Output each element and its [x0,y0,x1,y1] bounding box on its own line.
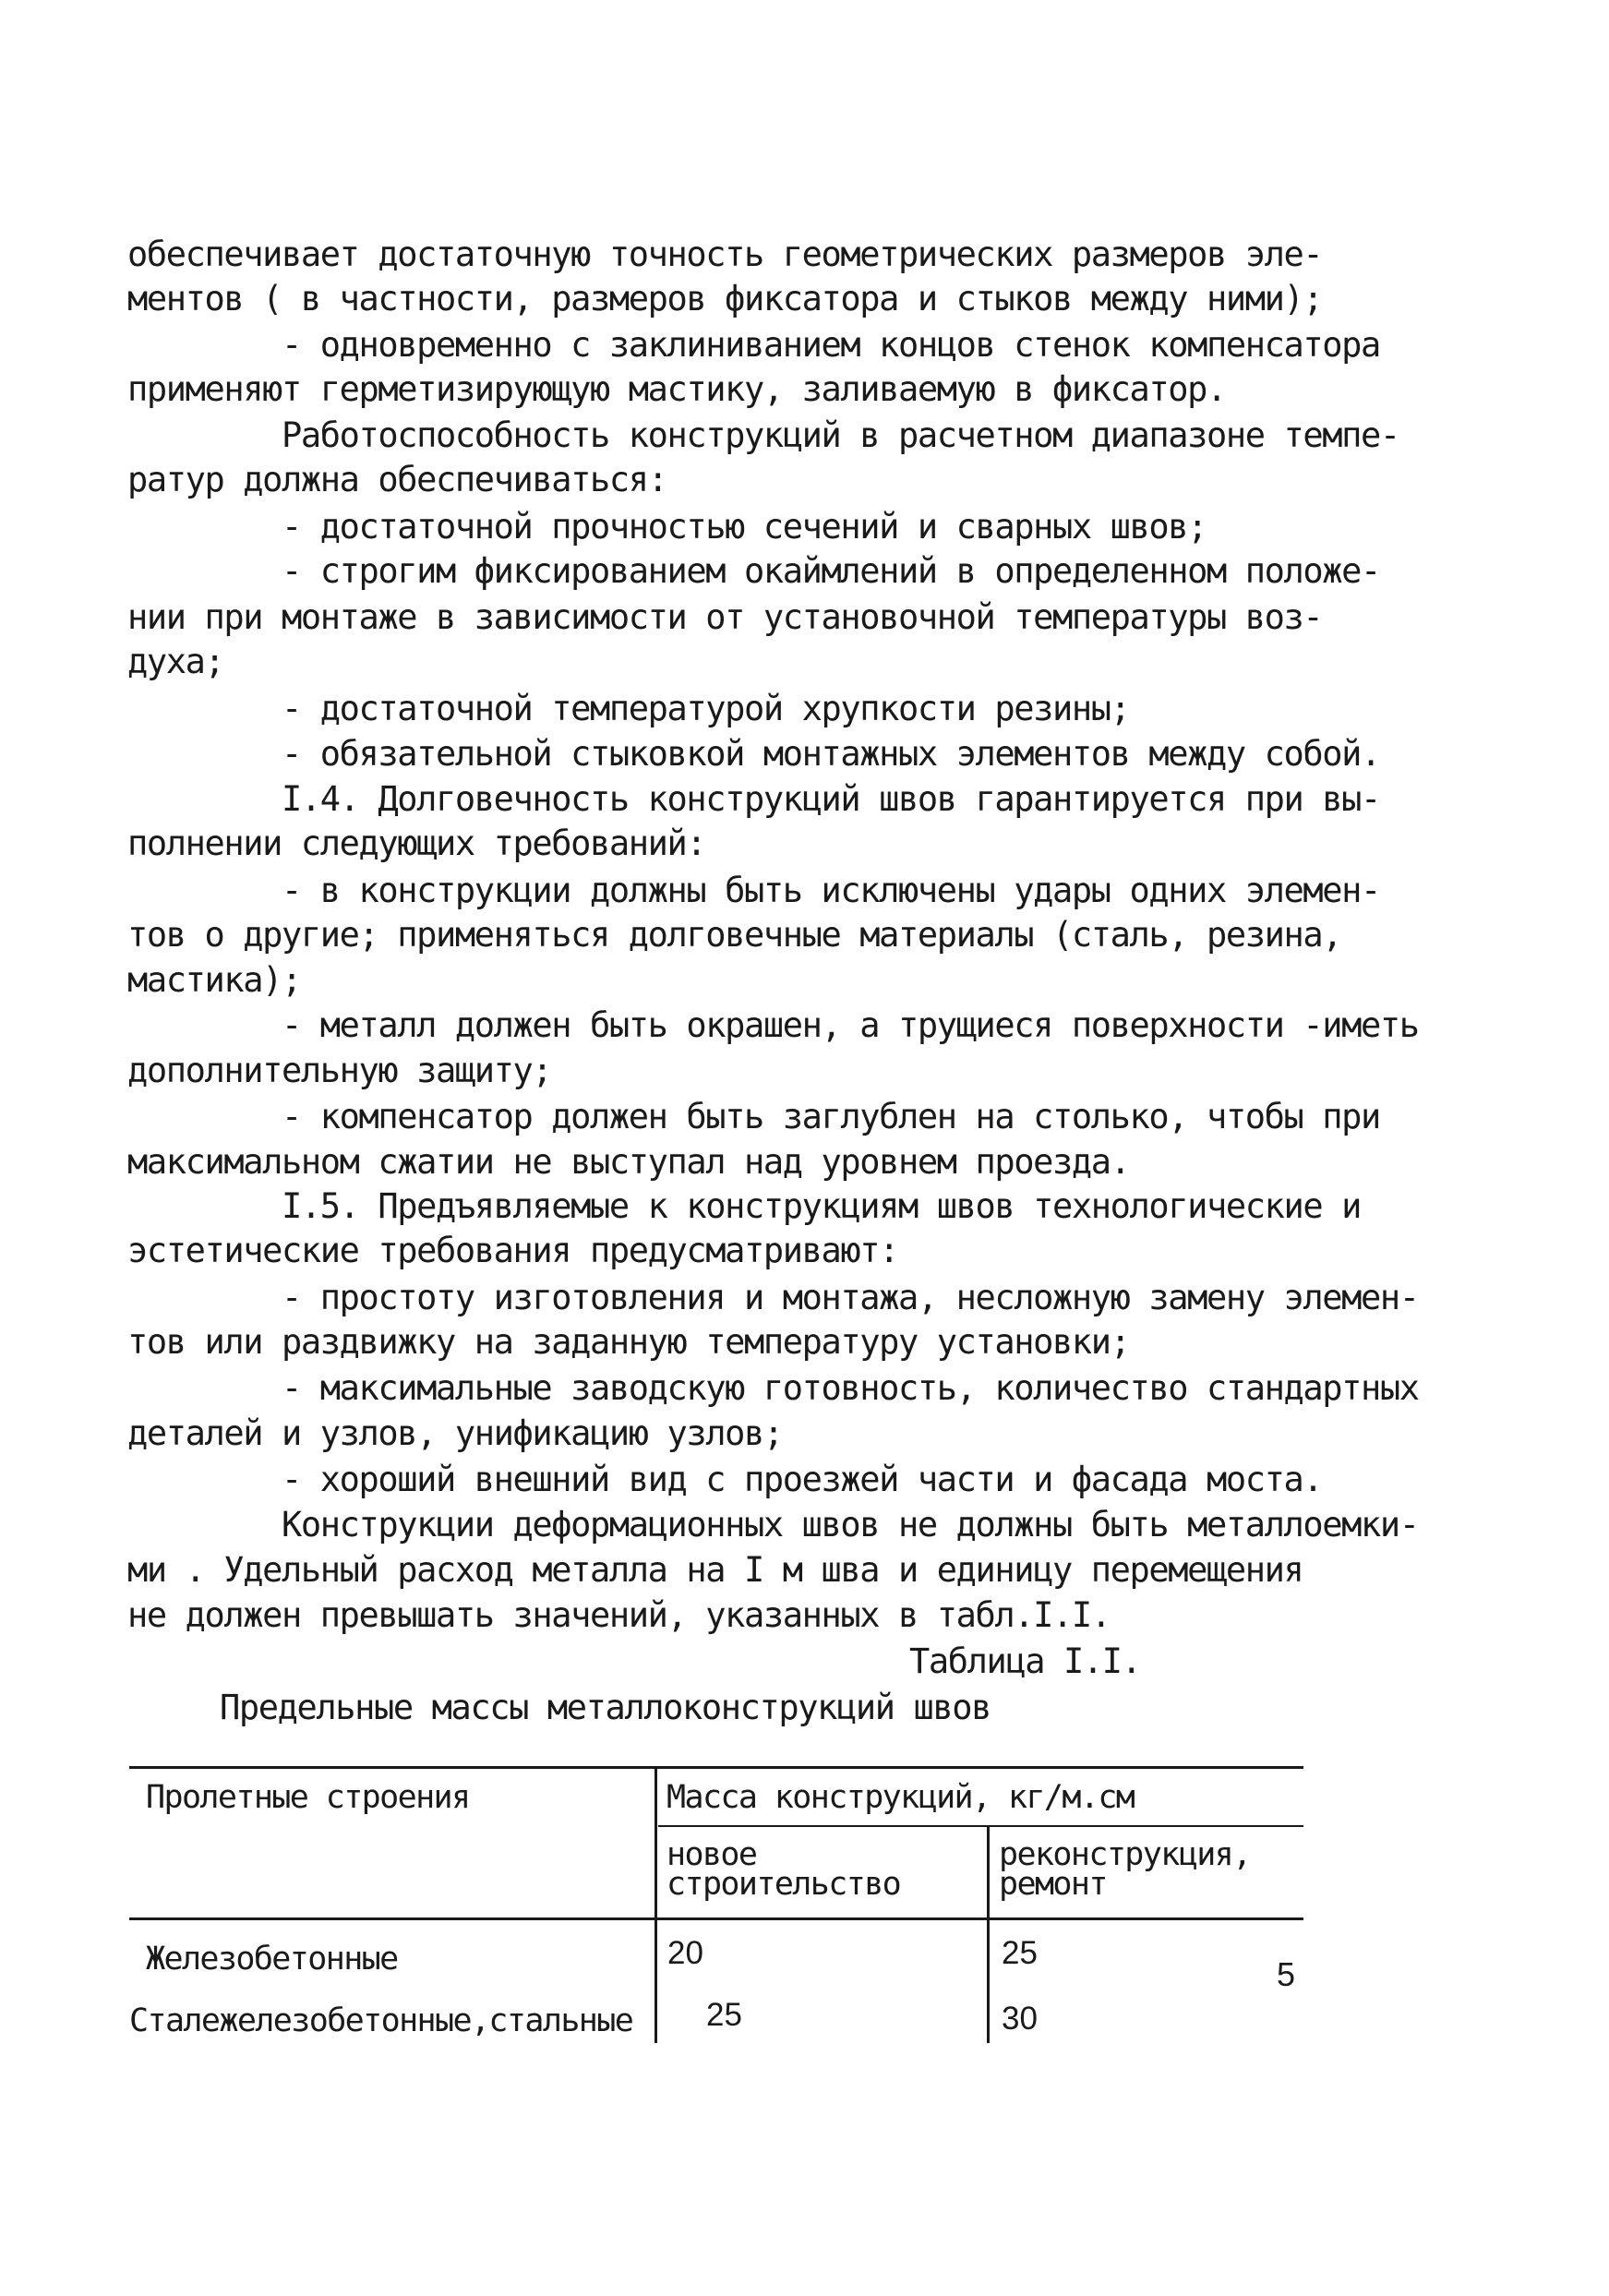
header-new-construction: строительство [666,1866,901,1903]
row-value-recon: 25 [1002,1935,1038,1971]
body-line: I.4. Долговечность конструкций швов гарантируется при вы- [127,779,1380,819]
table-column-divider [987,1826,990,2043]
body-line: - одновременно с заклиниванием концов стенок компенсатора [127,325,1380,365]
body-line: мастика); [127,960,301,1000]
row-value-new: 20 [667,1935,703,1971]
body-line: Работоспособность конструкций в расчетном диапазоне темпе- [127,415,1399,455]
body-line: - в конструкции должны быть исключены удары одних элемен- [127,871,1380,910]
table-group-rule [658,1825,1303,1827]
body-line: нии при монтаже в зависимости от установочной температуры воз- [127,597,1323,637]
body-line: - обязательной стыковкой монтажных элементов между собой. [127,734,1380,774]
header-mass-group: Масса конструкций, кг/м.см [666,1779,1135,1816]
body-line: тов или раздвижку на заданную температуру установки; [127,1322,1130,1362]
header-reconstruction: реконструкция, [999,1836,1251,1873]
header-reconstruction: ремонт [999,1866,1107,1903]
body-line: - простоту изготовления и монтажа, несложную замену элемен- [127,1278,1419,1317]
table-top-rule [129,1766,1303,1769]
body-line: тов о другие; применяться долговечные материалы (сталь, резина, [127,915,1342,955]
header-spans: Пролетные строения [146,1779,470,1816]
table-label: Таблица I.I. [909,1641,1141,1681]
body-line: - хороший внешний вид с проезжей части и фасада моста. [127,1460,1323,1499]
body-line: - максимальные заводскую готовность, количество стандартных [127,1368,1419,1408]
body-line: эстетические требования предусматривают: [127,1231,899,1270]
body-line: ратур должна обеспечиваться: [127,460,667,499]
body-line: деталей и узлов, унификацию узлов; [127,1413,783,1453]
row-value-recon: 30 [1002,2001,1038,2037]
page-number: 5 [1277,1955,1296,1993]
body-line: не должен превышать значений, указанных в табл.I.I. [127,1595,1111,1635]
body-line: - строгим фиксированием окаймлений в определенном положе- [127,551,1380,591]
body-line: максимальном сжатии не выступал над уровнем проезда. [127,1142,1130,1182]
row-value-new: 25 [706,1997,742,2033]
body-line: обеспечивает достаточную точность геометрических размеров эле- [127,234,1323,274]
table-column-divider [654,1766,657,2043]
body-line: полнении следующих требований: [127,823,706,863]
body-line: - металл должен быть окрашен, а трущиеся поверхности -иметь [127,1005,1419,1045]
body-line: I.5. Предъявляемые к конструкциям швов технологические и [127,1186,1362,1226]
body-line: - компенсатор должен быть заглублен на столько, чтобы при [127,1097,1380,1136]
table-title: Предельные массы металлоконструкций швов [220,1688,991,1727]
body-line: применяют герметизирующую мастику, заливаемую в фиксатор. [127,369,1226,409]
row-name: Железобетонные [146,1941,398,1977]
table-header-rule [129,1917,1303,1920]
body-line: дополнительную защиту; [127,1051,552,1090]
header-new-construction: новое [666,1836,757,1873]
body-line: - достаточной температурой хрупкости резины; [127,689,1130,728]
body-line: Конструкции деформационных швов не должны быть металлоемки- [127,1505,1419,1545]
body-line: ми . Удельный расход металла на I м шва и единицу перемещения [127,1550,1303,1590]
body-line: - достаточной прочностью сечений и сварных швов; [127,507,1207,547]
body-line: ментов ( в частности, размеров фиксатора и стыков между ними); [127,279,1323,319]
row-name: Сталежелезобетонные,стальные [129,2002,633,2039]
body-line: духа; [127,642,224,681]
